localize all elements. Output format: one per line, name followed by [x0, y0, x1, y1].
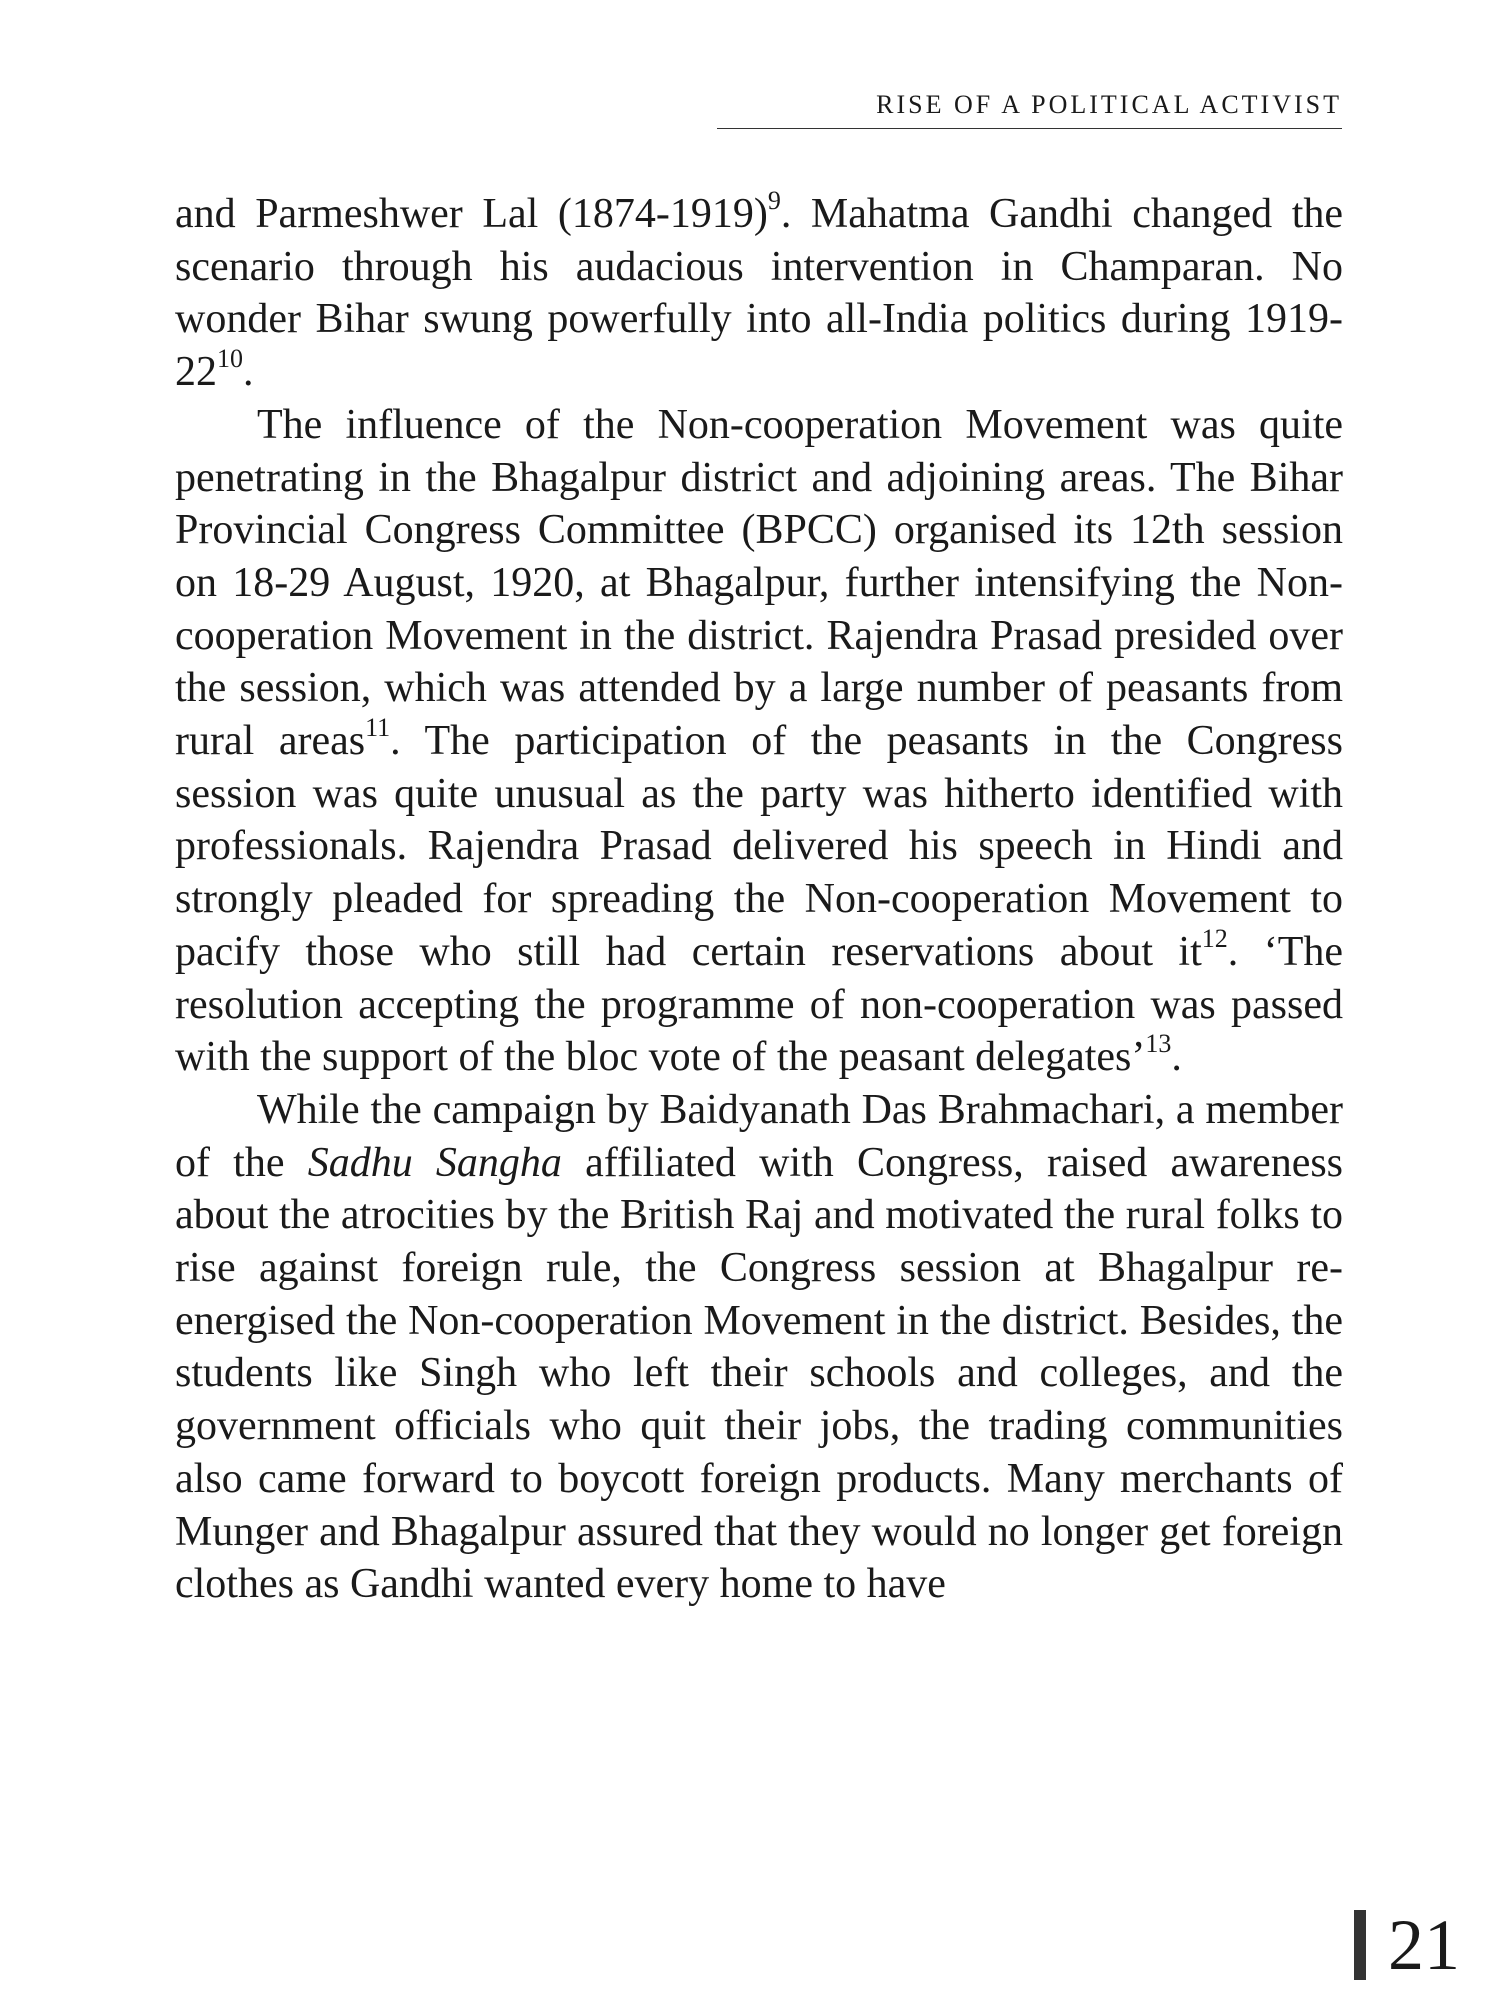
body-text [175, 188, 1343, 1611]
paragraph-text: affiliated with Congress, raised awareness about the atrocities by the British Raj and motivated the rural folks to rise against foreign rule, the Congress session at Bhagalpur re-energised the Non-cooperation Movement in the district. Besides, the students like Singh who left their schools and colleges, and the government officials who quit their jobs, the trading communities also came forward to boycott foreign products. Many merchants of Munger and Bhagalpur assured that they would no longer get foreign clothes as Gandhi wanted every home to have [175, 1139, 1344, 1608]
paragraph-text: . ‘The resolution accepting the programme of non-cooperation was passed with the support of the bloc vote of the peasant delegates’ [175, 928, 1343, 1081]
paragraph-1 [175, 188, 1343, 399]
paragraph-text: . [1171, 1034, 1182, 1081]
folio-bar [1354, 1910, 1366, 1980]
paragraph-text: While the campaign by Baidyanath Das Brahmachari, a member of the [175, 1086, 1343, 1186]
paragraph-3 [175, 1084, 1343, 1611]
page-number: 21 [1388, 1905, 1460, 1985]
footnote-ref-10: 10 [217, 344, 243, 374]
paragraph-text: . The participation of the peasants in the Congress session was quite unusual as the party was hitherto identified with professionals. Rajendra Prasad delivered his speech in Hindi and strongly pleaded for spreading the Non-cooperation Movement to pacify those who still had certain reservations about it [175, 718, 1343, 975]
folio [1354, 1905, 1460, 1985]
paragraph-text: . [243, 349, 254, 396]
paragraph-text: The influence of the Non-cooperation Movement was quite penetrating in the Bhagalpur district and adjoining areas. The Bihar Provincial Congress Committee (BPCC) organised its 12th session on 18-29 August, 1920, at Bhagalpur, further intensifying the Non-cooperation Movement in the district. Rajendra Prasad presided over the session, which was attended by a large number of peasants from rural areas [175, 401, 1343, 765]
paragraph-text: and Parmeshwer Lal (1874-1919) [175, 191, 768, 237]
footnote-ref-13: 13 [1145, 1029, 1172, 1059]
footnote-ref-11: 11 [365, 713, 391, 743]
paragraph-text: . Mahatma Gandhi changed the scenario through his audacious intervention in Champaran. No wonder Bihar swung powerfully into all-India politics during 1919-22 [175, 191, 1344, 396]
footnote-ref-12: 12 [1201, 923, 1228, 953]
footnote-ref-9: 9 [767, 186, 781, 215]
paragraph-2 [175, 399, 1343, 1084]
italic-term: Sadhu Sangha [307, 1139, 562, 1186]
running-head: RISE OF A POLITICAL ACTIVIST [717, 90, 1342, 129]
